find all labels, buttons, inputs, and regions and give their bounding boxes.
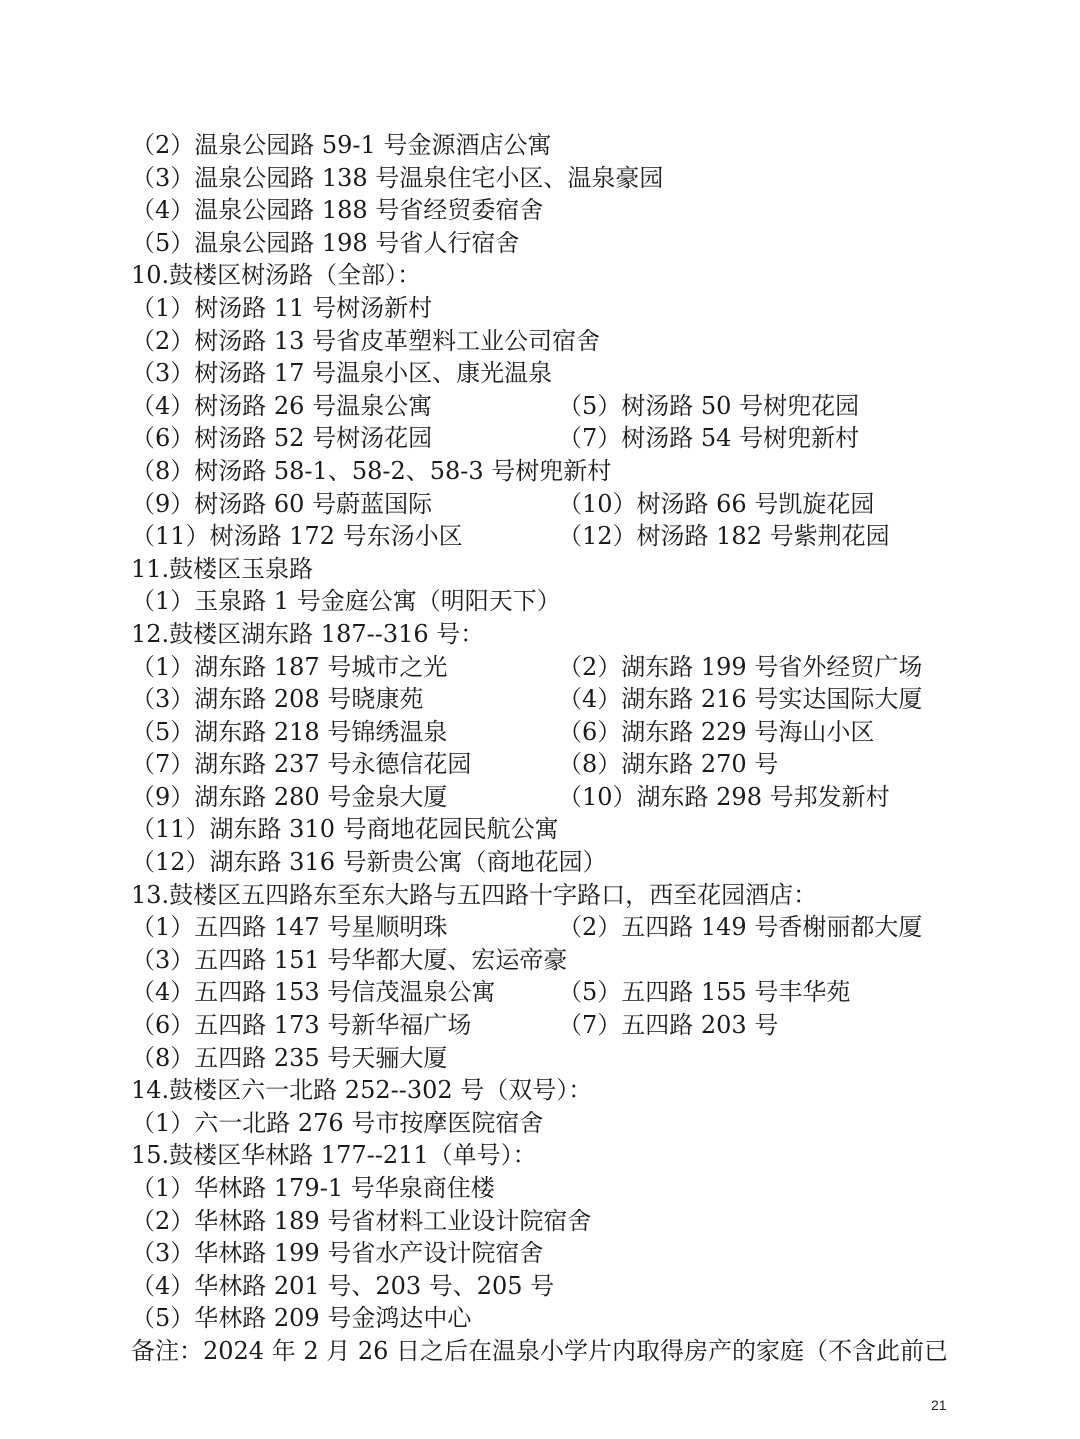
list-item — [0, 944, 1080, 977]
list-item — [0, 813, 1080, 846]
item-text: （7）湖东路 237 号永德信花园 — [131, 750, 472, 779]
item-text-right: （7）五四路 203 号 — [558, 1011, 779, 1040]
item-text: （9）湖东路 280 号金泉大厦 — [131, 782, 448, 811]
item-text-right: （2）湖东路 199 号省外经贸广场 — [558, 652, 923, 681]
item-text: （5）湖东路 218 号锦绣温泉 — [131, 717, 448, 746]
item-text: （12）湖东路 316 号新贵公寓（商地花园） — [131, 848, 607, 877]
item-text-right: （5）五四路 155 号丰华苑 — [558, 978, 851, 1007]
list-item — [0, 227, 1080, 260]
item-text: （4）树汤路 26 号温泉公寓 — [131, 391, 433, 420]
item-text-right: （10）树汤路 66 号凯旋花园 — [558, 489, 875, 518]
list-item — [0, 292, 1080, 325]
heading-text: 13.鼓楼区五四路东至东大路与五四路十字路口，西至花园酒店： — [131, 880, 818, 909]
item-text-right: （5）树汤路 50 号树兜花园 — [558, 391, 860, 420]
heading-text: 12.鼓楼区湖东路 187--316 号： — [131, 619, 485, 648]
item-text: （3）五四路 151 号华都大厦、宏运帝豪 — [131, 945, 568, 974]
list-item — [0, 488, 1080, 521]
list-item — [0, 520, 1080, 553]
list-item — [0, 194, 1080, 227]
item-text: （9）树汤路 60 号蔚蓝国际 — [131, 489, 433, 518]
item-text: （6）五四路 173 号新华福广场 — [131, 1011, 472, 1040]
list-item — [0, 651, 1080, 684]
list-item — [0, 1237, 1080, 1270]
item-text: （11）树汤路 172 号东汤小区 — [131, 522, 463, 551]
heading-text: 15.鼓楼区华林路 177--211（单号）： — [131, 1141, 537, 1170]
list-item — [0, 129, 1080, 162]
item-text: （4）华林路 201 号、203 号、205 号 — [131, 1271, 555, 1300]
list-item — [0, 1270, 1080, 1303]
item-text-right: （10）湖东路 298 号邦发新村 — [558, 782, 890, 811]
item-text: （2）温泉公园路 59-1 号金源酒店公寓 — [131, 131, 552, 159]
list-item — [0, 585, 1080, 618]
item-text: （4）温泉公园路 188 号省经贸委宿舍 — [131, 196, 544, 225]
list-item — [0, 683, 1080, 716]
item-text: （3）温泉公园路 138 号温泉住宅小区、温泉豪园 — [131, 163, 664, 192]
list-item — [0, 976, 1080, 1009]
heading-text: 10.鼓楼区树汤路（全部）： — [131, 261, 422, 290]
section-heading — [0, 1139, 1080, 1172]
list-item — [0, 325, 1080, 358]
item-text: （6）树汤路 52 号树汤花园 — [131, 424, 433, 453]
list-item — [0, 748, 1080, 781]
item-text: （5）温泉公园路 198 号省人行宿舍 — [131, 228, 520, 257]
item-text: （3）树汤路 17 号温泉小区、康光温泉 — [131, 359, 553, 388]
section-heading — [0, 1335, 1080, 1368]
heading-text: 11.鼓楼区玉泉路 — [131, 554, 314, 583]
item-text: （1）六一北路 276 号市按摩医院宿舍 — [131, 1108, 544, 1137]
section-heading — [0, 618, 1080, 651]
list-item — [0, 455, 1080, 488]
item-text-right: （4）湖东路 216 号实达国际大厦 — [558, 685, 923, 714]
item-text: （11）湖东路 310 号商地花园民航公寓 — [131, 815, 559, 844]
list-item — [0, 1302, 1080, 1335]
item-text: （1）华林路 179-1 号华泉商住楼 — [131, 1174, 495, 1202]
list-item — [0, 357, 1080, 390]
item-text-right: （8）湖东路 270 号 — [558, 750, 779, 779]
section-heading — [0, 1074, 1080, 1107]
item-text: （3）湖东路 208 号晓康苑 — [131, 685, 424, 714]
item-text: （1）湖东路 187 号城市之光 — [131, 652, 448, 681]
list-item — [0, 1107, 1080, 1140]
item-text: （1）玉泉路 1 号金庭公寓（明阳天下） — [131, 587, 561, 616]
item-text-right: （2）五四路 149 号香榭丽都大厦 — [558, 913, 923, 942]
list-item — [0, 716, 1080, 749]
item-text: （3）华林路 199 号省水产设计院宿舍 — [131, 1239, 544, 1268]
item-text: （2）树汤路 13 号省皮革塑料工业公司宿舍 — [131, 326, 601, 355]
section-heading — [0, 553, 1080, 586]
page-number: 21 — [931, 1397, 947, 1413]
list-item — [0, 846, 1080, 879]
item-text: （8）五四路 235 号天骊大厦 — [131, 1043, 448, 1072]
item-text-right: （6）湖东路 229 号海山小区 — [558, 717, 875, 746]
item-text: （2）华林路 189 号省材料工业设计院宿舍 — [131, 1206, 592, 1235]
item-text-right: （12）树汤路 182 号紫荆花园 — [558, 522, 890, 551]
item-text: （1）树汤路 11 号树汤新村 — [131, 293, 433, 322]
heading-text: 备注：2024 年 2 月 26 日之后在温泉小学片内取得房产的家庭（不含此前已 — [131, 1336, 949, 1365]
list-item — [0, 162, 1080, 195]
list-item — [0, 1205, 1080, 1238]
heading-text: 14.鼓楼区六一北路 252--302 号（双号）： — [131, 1076, 593, 1105]
list-item — [0, 1172, 1080, 1205]
list-item — [0, 390, 1080, 423]
document-body — [0, 129, 1080, 1368]
item-text: （8）树汤路 58-1、58-2、58-3 号树兜新村 — [131, 456, 612, 485]
list-item — [0, 1042, 1080, 1075]
item-text: （1）五四路 147 号星顺明珠 — [131, 913, 448, 942]
section-heading — [0, 259, 1080, 292]
list-item — [0, 781, 1080, 814]
item-text: （5）华林路 209 号金鸿达中心 — [131, 1304, 472, 1333]
item-text-right: （7）树汤路 54 号树兜新村 — [558, 424, 860, 453]
list-item — [0, 911, 1080, 944]
item-text: （4）五四路 153 号信茂温泉公寓 — [131, 978, 496, 1007]
list-item — [0, 1009, 1080, 1042]
section-heading — [0, 879, 1080, 912]
list-item — [0, 422, 1080, 455]
